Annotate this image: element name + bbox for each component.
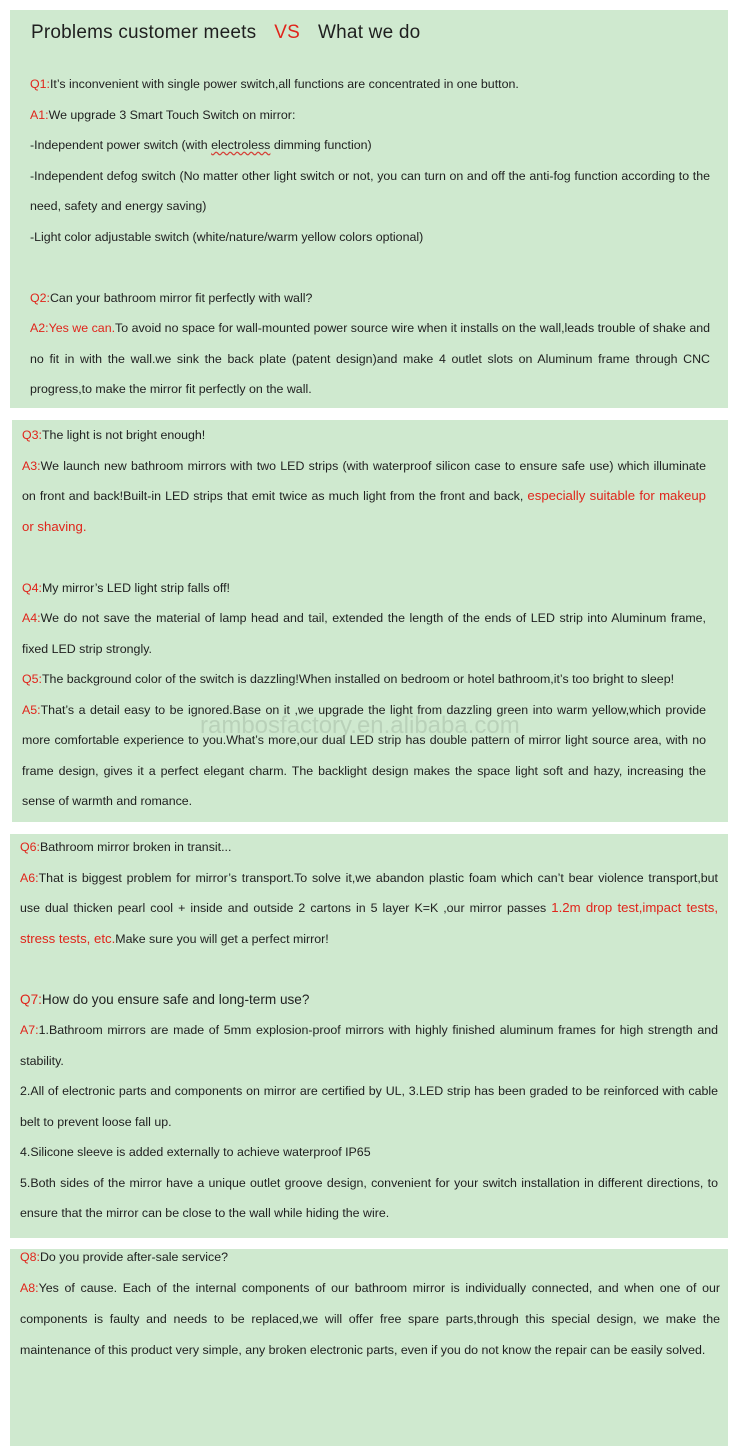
answer-7 bbox=[20, 1015, 718, 1076]
qa-block-4 bbox=[20, 1242, 720, 1366]
question-3 bbox=[22, 420, 706, 451]
question-6 bbox=[20, 832, 718, 863]
a6-label: A6: bbox=[20, 870, 39, 885]
a4-text: We do not save the material of lamp head and tail, extended the length of the ends of LED strip into Aluminum frame, fixed LED strip strongly. bbox=[22, 611, 706, 656]
answer-3 bbox=[22, 451, 706, 543]
a2-text: To avoid no space for wall-mounted power source wire when it installs on the wall,leads trouble of shake and no fit in with the wall.we sink the back plate (patent design)and make 4 outlet slots on Aluminum frame through CNC progress,to make the mirror fit perfectly on the wall. bbox=[30, 321, 710, 396]
q7-text: How do you ensure safe and long-term use? bbox=[41, 991, 310, 1007]
page-title bbox=[31, 22, 420, 44]
a7-label: A7: bbox=[20, 1023, 39, 1037]
title-solutions: What we do bbox=[318, 22, 421, 43]
a4-label: A4: bbox=[22, 611, 41, 625]
question-4 bbox=[22, 573, 706, 604]
a1-item-3: -Light color adjustable switch (white/nature/warm yellow colors optional) bbox=[30, 229, 424, 244]
a5-text: That’s a detail easy to be ignored.Base on it ,we upgrade the light from dazzling green into warm yellow,which provide more comfortable experience to you.What’s more,our dual LED strip has double pattern of mirror light source area, with no frame design, gives it a perfect elegant charm. The backlight design makes the space light soft and hazy, increasing the sense of warmth and romance. bbox=[22, 702, 706, 808]
a7-text-2: 2.All of electronic parts and components on mirror are certified by UL, 3.LED strip has been graded to be reinforced with cable belt to prevent loose fall up. bbox=[20, 1084, 718, 1129]
q1-text: It’s inconvenient with single power switch,all functions are concentrated in one button. bbox=[49, 77, 519, 91]
q4-text: My mirror’s LED light strip falls off! bbox=[41, 580, 230, 595]
a6-red: 1.2m drop test,impact tests, stress tests, etc. bbox=[20, 900, 718, 946]
answer-1 bbox=[30, 100, 710, 131]
spacer bbox=[22, 542, 706, 573]
q3-text: The light is not bright enough! bbox=[41, 428, 206, 442]
question-2 bbox=[30, 283, 710, 314]
question-8 bbox=[20, 1242, 720, 1273]
q8-text: Do you provide after-sale service? bbox=[39, 1250, 228, 1264]
a2-red: Yes we can. bbox=[48, 321, 116, 335]
faq-panel-4 bbox=[10, 1249, 728, 1446]
question-5 bbox=[22, 664, 706, 695]
a3-red: especially suitable for makeup or shaving. bbox=[22, 488, 706, 534]
a7-text-4: 5.Both sides of the mirror have a unique outlet groove design, convenient for your switch installation in different directions, to ensure that the mirror can be close to the wall while hiding the wire. bbox=[20, 1175, 718, 1220]
a7-text-1: 1.Bathroom mirrors are made of 5mm explosion-proof mirrors with highly finished aluminum frames for high strength and stability. bbox=[20, 1023, 718, 1068]
a1-item-1 bbox=[30, 130, 710, 161]
q7-label: Q7: bbox=[20, 991, 42, 1007]
title-vs: VS bbox=[274, 22, 301, 43]
a8-label: A8: bbox=[20, 1281, 39, 1295]
answer-4 bbox=[22, 603, 706, 664]
q5-text: The background color of the switch is dazzling!When installed on bedroom or hotel bathroom,it’s too bright to sleep! bbox=[41, 672, 675, 686]
q5-label: Q5: bbox=[22, 672, 42, 686]
question-1 bbox=[30, 69, 710, 100]
qa-block-3 bbox=[20, 832, 718, 1229]
a3-text: We launch new bathroom mirrors with two LED strips (with waterproof silicon case to ensure safe use) which illuminate on front and back!Built-in LED strips that emit twice as much light from the front and back, bbox=[22, 458, 706, 503]
spacer bbox=[20, 954, 718, 985]
watermark: rambosfactory.en.alibaba.com bbox=[200, 712, 520, 739]
a6-tail: Make sure you will get a perfect mirror! bbox=[115, 931, 329, 946]
a6-text: That is biggest problem for mirror’s transport.To solve it,we abandon plastic foam which can’t bear violence transport,but use dual thicken pearl cool + inside and outside 2 cartons in 5 layer K=K ,our mirror passes bbox=[20, 870, 718, 915]
a5-label: A5: bbox=[22, 702, 41, 717]
a1-item-1-post: dimming function) bbox=[270, 138, 372, 152]
q1-label: Q1: bbox=[30, 77, 50, 91]
q8-label: Q8: bbox=[20, 1250, 40, 1264]
faq-panel-3 bbox=[10, 834, 728, 1238]
faq-panel-2 bbox=[12, 420, 728, 822]
a2-label: A2: bbox=[30, 321, 49, 335]
title-problems: Problems customer meets bbox=[31, 22, 257, 43]
a7-text-3: 4.Silicone sleeve is added externally to achieve waterproof IP65 bbox=[20, 1145, 371, 1159]
answer-2 bbox=[30, 313, 710, 405]
answer-6 bbox=[20, 863, 718, 955]
a1-item-1-pre: -Independent power switch (with bbox=[30, 138, 212, 152]
qa-block-2 bbox=[22, 420, 706, 817]
q4-label: Q4: bbox=[22, 580, 42, 595]
spacer bbox=[30, 252, 710, 283]
a1-text: We upgrade 3 Smart Touch Switch on mirror: bbox=[48, 107, 296, 122]
q6-label: Q6: bbox=[20, 840, 40, 854]
a1-label: A1: bbox=[30, 107, 49, 122]
a1-item-2: -Independent defog switch (No matter other light switch or not, you can turn on and off the anti-fog function according to the need, safety and energy saving) bbox=[30, 168, 710, 213]
answer-8 bbox=[20, 1273, 720, 1366]
qa-block-1 bbox=[30, 69, 710, 405]
a8-text: Yes of cause. Each of the internal components of our bathroom mirror is individually connected, and when one of our components is faulty and needs to be replaced,we will offer free spare parts,through this special design, we make the maintenance of this product very simple, any broken electronic parts, even if you do not know the repair can be easily solved. bbox=[20, 1281, 720, 1357]
a1-item-1-word: electroless bbox=[211, 138, 271, 152]
q3-label: Q3: bbox=[22, 428, 42, 442]
q2-label: Q2: bbox=[30, 290, 50, 305]
a3-label: A3: bbox=[22, 458, 41, 473]
q6-text: Bathroom mirror broken in transit... bbox=[39, 840, 232, 854]
question-7 bbox=[20, 985, 718, 1016]
q2-text: Can your bathroom mirror fit perfectly with wall? bbox=[49, 290, 313, 305]
faq-panel-1 bbox=[10, 10, 728, 408]
